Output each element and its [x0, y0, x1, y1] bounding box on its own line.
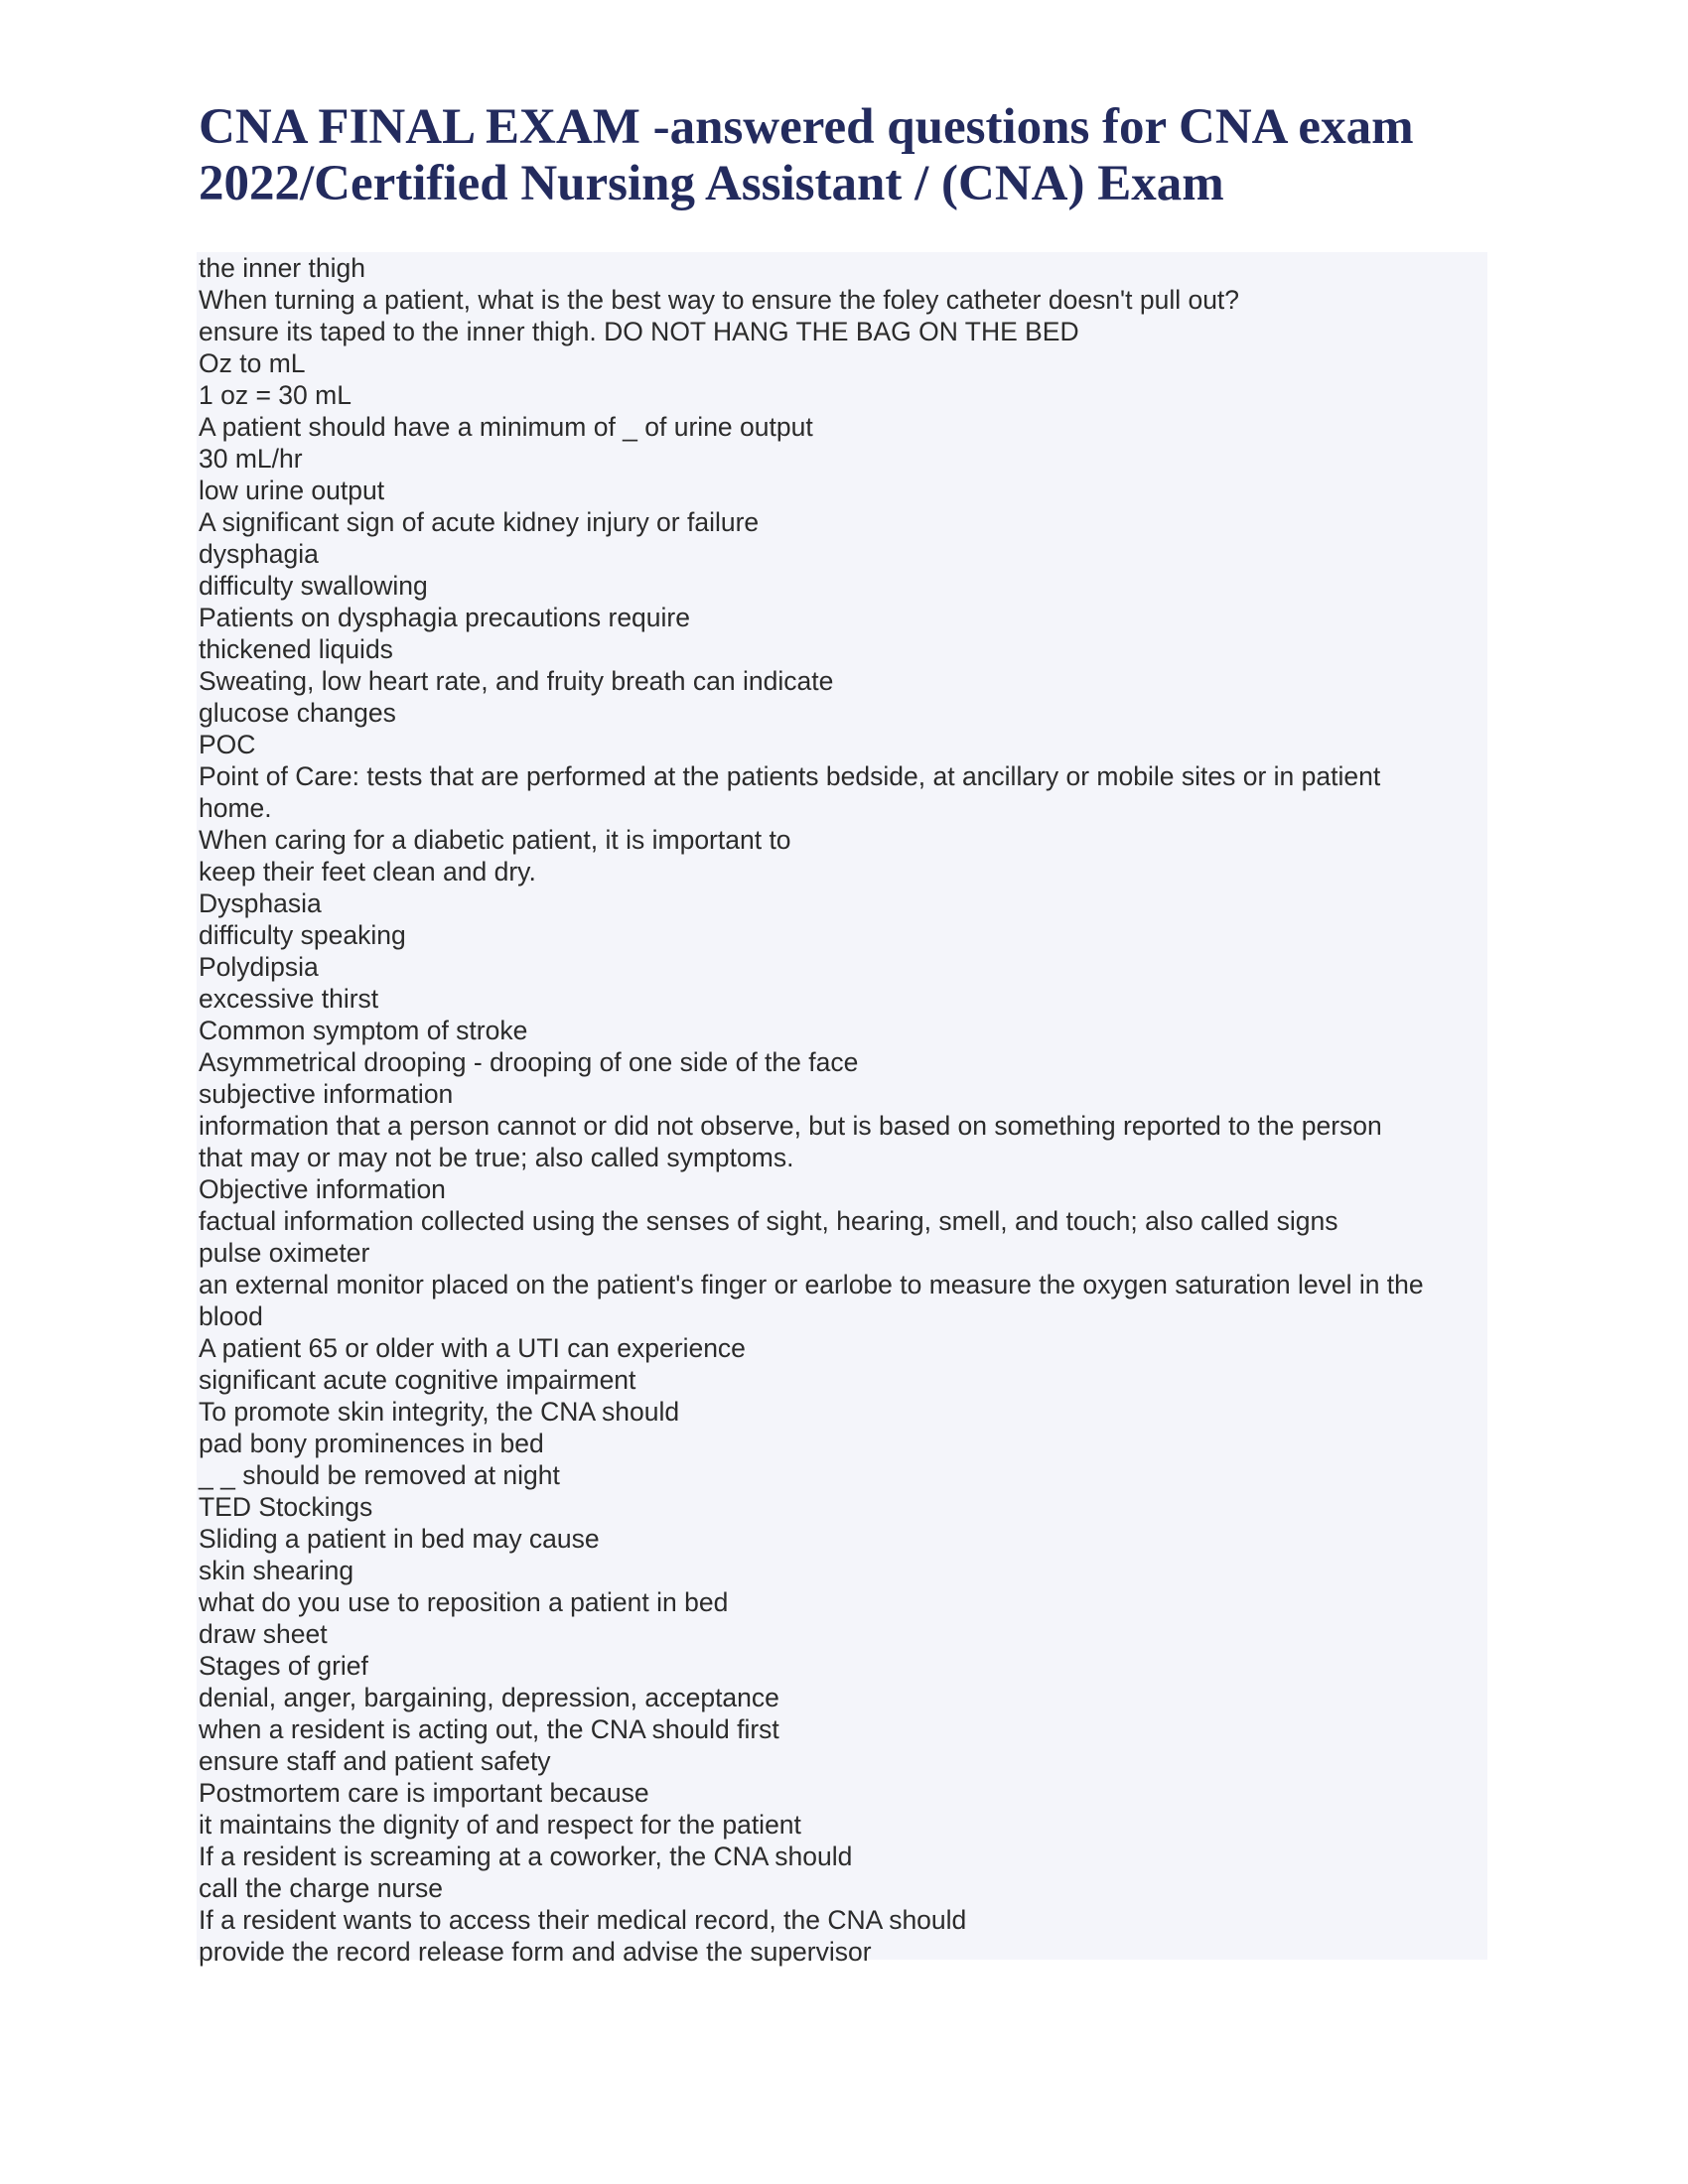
text-line: significant acute cognitive impairment: [199, 1365, 636, 1395]
text-line: 1 oz = 30 mL: [199, 380, 352, 410]
text-line: provide the record release form and advise the supervisor: [199, 1937, 872, 1967]
text-line: the inner thigh: [199, 253, 365, 283]
text-line: Patients on dysphagia precautions require: [199, 603, 690, 632]
text-line: it maintains the dignity of and respect for the patient: [199, 1810, 801, 1840]
text-line: A patient should have a minimum of _ of urine output: [199, 412, 813, 442]
text-line: draw sheet: [199, 1619, 328, 1649]
text-line: difficulty swallowing: [199, 571, 428, 601]
text-line: Dysphasia: [199, 888, 322, 918]
qa-text-list: [199, 252, 1489, 1968]
text-line: Sliding a patient in bed may cause: [199, 1524, 600, 1554]
text-line: excessive thirst: [199, 984, 379, 1014]
text-line: pad bony prominences in bed: [199, 1429, 544, 1458]
text-line: subjective information: [199, 1079, 454, 1109]
text-line: _ _ should be removed at night: [199, 1460, 560, 1490]
text-line: factual information collected using the senses of sight, hearing, smell, and touch; also called signs: [199, 1206, 1338, 1236]
text-line: Stages of grief: [199, 1651, 368, 1681]
text-line: Sweating, low heart rate, and fruity breath can indicate: [199, 666, 834, 696]
text-line: ensure staff and patient safety: [199, 1746, 551, 1776]
text-line: call the charge nurse: [199, 1873, 444, 1903]
document-title-line-2: 2022/Certified Nursing Assistant / (CNA) Exam: [199, 156, 1224, 211]
text-line: blood: [199, 1301, 263, 1331]
text-line: A patient 65 or older with a UTI can experience: [199, 1333, 746, 1363]
text-line: When caring for a diabetic patient, it is important to: [199, 825, 791, 855]
text-line: denial, anger, bargaining, depression, acceptance: [199, 1683, 779, 1712]
text-line: Common symptom of stroke: [199, 1016, 528, 1045]
text-line: ensure its taped to the inner thigh. DO NOT HANG THE BAG ON THE BED: [199, 317, 1079, 346]
text-line: Oz to mL: [199, 348, 306, 378]
text-line: when a resident is acting out, the CNA should first: [199, 1714, 779, 1744]
text-line: Postmortem care is important because: [199, 1778, 649, 1808]
text-line: Objective information: [199, 1174, 446, 1204]
text-line: Polydipsia: [199, 952, 319, 982]
document-title-line-1: CNA FINAL EXAM -answered questions for CNA exam: [199, 99, 1414, 155]
text-line: glucose changes: [199, 698, 396, 728]
text-line: an external monitor placed on the patient's finger or earlobe to measure the oxygen saturation level in the: [199, 1270, 1424, 1299]
document-title: [199, 99, 1489, 212]
text-line: what do you use to reposition a patient in bed: [199, 1587, 729, 1617]
text-line: thickened liquids: [199, 634, 393, 664]
text-line: TED Stockings: [199, 1492, 373, 1522]
text-line: dysphagia: [199, 539, 319, 569]
text-line: Asymmetrical drooping - drooping of one side of the face: [199, 1047, 859, 1077]
text-line: To promote skin integrity, the CNA should: [199, 1397, 680, 1427]
text-line: pulse oximeter: [199, 1238, 370, 1268]
text-line: If a resident is screaming at a coworker, the CNA should: [199, 1842, 853, 1871]
text-line: that may or may not be true; also called symptoms.: [199, 1143, 794, 1172]
text-line: 30 mL/hr: [199, 444, 303, 474]
text-line: keep their feet clean and dry.: [199, 857, 536, 887]
text-line: When turning a patient, what is the best way to ensure the foley catheter doesn't pull out?: [199, 285, 1240, 315]
text-line: POC: [199, 730, 256, 759]
text-line: home.: [199, 793, 272, 823]
text-line: low urine output: [199, 476, 385, 505]
text-line: Point of Care: tests that are performed at the patients bedside, at ancillary or mobile sites or in patient: [199, 761, 1381, 791]
text-line: If a resident wants to access their medical record, the CNA should: [199, 1905, 967, 1935]
text-line: skin shearing: [199, 1556, 354, 1585]
text-line: information that a person cannot or did not observe, but is based on something reported to the person: [199, 1111, 1382, 1141]
text-line: A significant sign of acute kidney injury or failure: [199, 507, 760, 537]
text-line: difficulty speaking: [199, 920, 406, 950]
